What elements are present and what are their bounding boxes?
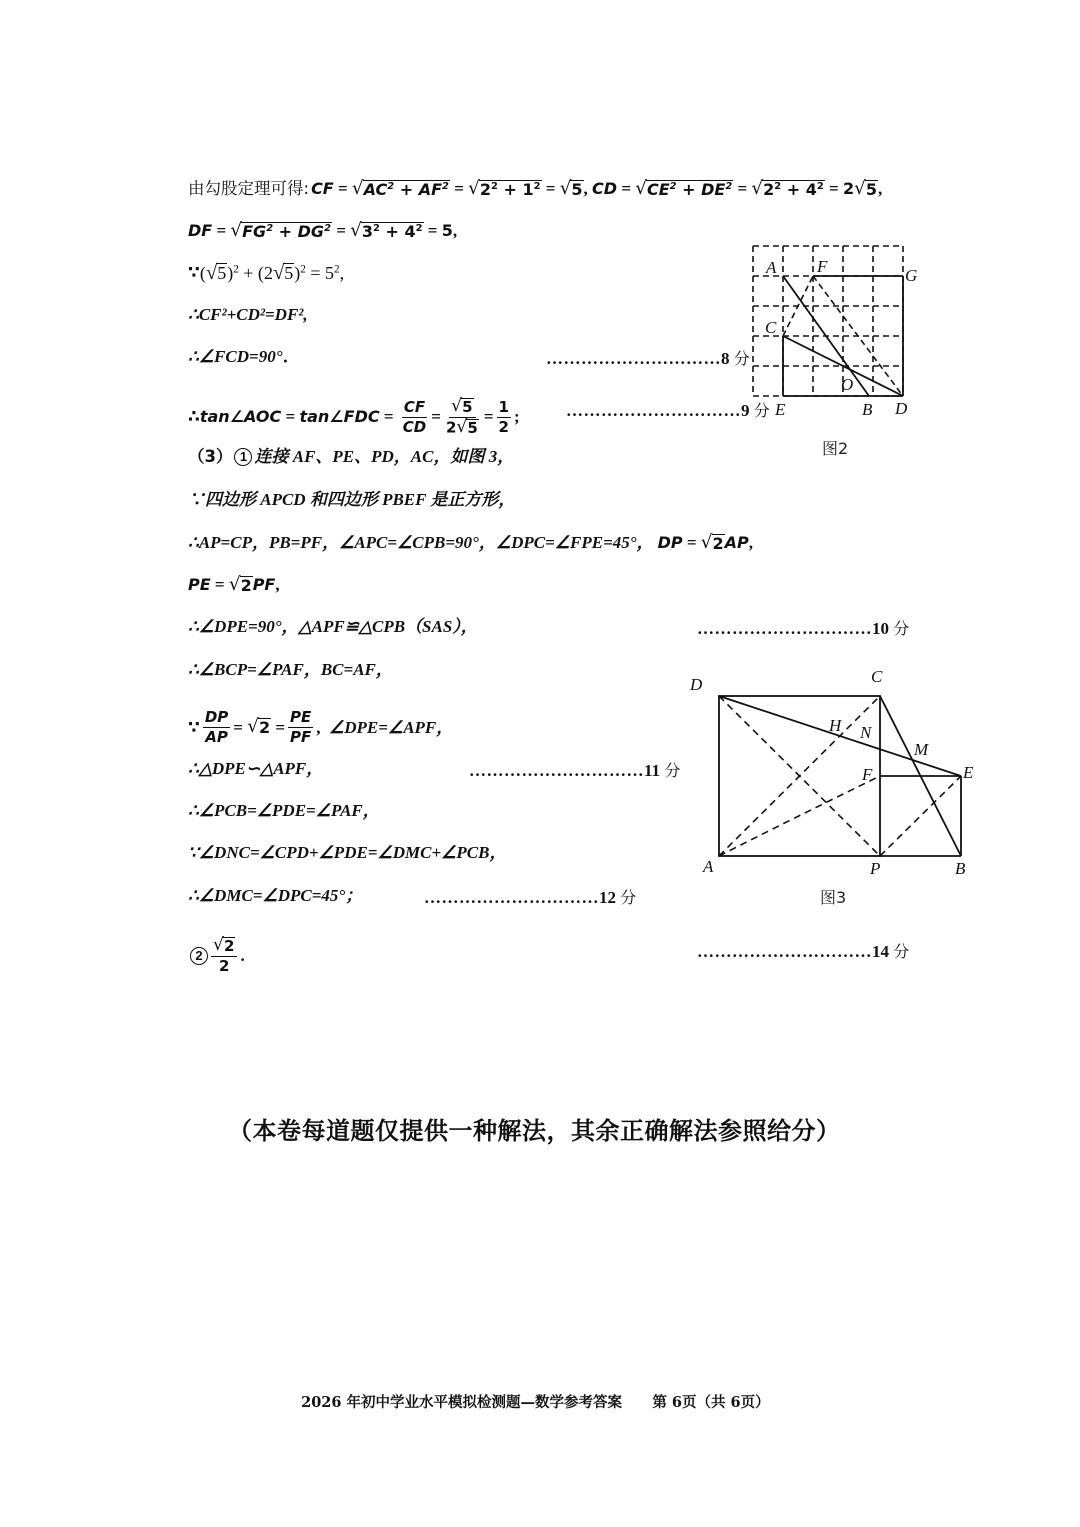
label-n: N: [860, 723, 872, 742]
fraction-cf-cd: [401, 399, 428, 436]
line-dnc: [188, 842, 506, 864]
num: 1: [522, 179, 534, 199]
fraction-sqrt5: √ 5 2 √ 5: [445, 396, 478, 437]
num: 2: [479, 179, 491, 199]
label-o: O: [841, 375, 854, 394]
line-tan-aoc: [188, 398, 520, 436]
leader-dots: …………………………: [697, 942, 872, 961]
figure-3-caption: 图3: [820, 888, 847, 907]
sqrt-ce-de: √ $CE^2 + DE^2$: [635, 177, 733, 199]
comma: ,: [748, 533, 753, 552]
equals: =: [541, 179, 560, 198]
part-label: （3）: [188, 447, 233, 466]
equals: =: [379, 407, 398, 426]
var-fg: FG: [242, 221, 267, 241]
cd-label: CD: [592, 179, 618, 198]
coef: 2: [842, 179, 855, 198]
line-prefix: 由勾股定理可得:: [188, 179, 310, 198]
statement: ∴∠DPE=90°，△APF≌△CPB（SAS），: [188, 617, 478, 636]
pf-label: PF: [252, 575, 276, 594]
expr: ( √ 5 )$^2$ + (2 √ 5 )$^2 = 5^2$,: [199, 262, 345, 284]
label-e: E: [963, 763, 974, 782]
var-af: AF: [418, 179, 443, 199]
equals: =: [733, 179, 752, 198]
statement: ∵∠DNC=∠CPD+∠PDE=∠DMC+∠PCB，: [188, 843, 507, 862]
score-value: 12: [599, 888, 616, 907]
num: 5: [571, 179, 583, 199]
sqrt-2: √ 2: [247, 716, 271, 738]
var-ac: AC: [363, 179, 388, 199]
semicolon: ;: [513, 407, 520, 426]
leader-dots: …………………………: [424, 888, 599, 907]
num: 4: [404, 221, 416, 241]
line-congruent: [188, 616, 478, 638]
sqrt-2: √ 2: [700, 531, 724, 553]
statement: ∴△DPE∽△APF，: [188, 759, 324, 778]
equals: =: [210, 575, 229, 594]
equals: =: [212, 221, 231, 240]
tan-aoc: tan∠AOC: [199, 407, 282, 426]
numerator: PE: [290, 708, 312, 726]
num: 5: [325, 263, 335, 283]
num: 5: [284, 262, 294, 283]
denominator: 2: [219, 956, 230, 975]
circled-number: 1: [234, 448, 252, 466]
equals: =: [233, 717, 248, 737]
var-ce: CE: [646, 179, 670, 199]
line-cf-cd-df: [188, 304, 308, 326]
line-pcb-pde: [188, 800, 380, 822]
figure-2-caption: 图2: [822, 439, 849, 458]
line-similar: [188, 758, 323, 780]
statement: ∴CF²+CD²=DF²,: [188, 305, 308, 324]
fraction-pe-pf: [288, 709, 313, 746]
line-pe-pf: [188, 574, 280, 596]
fraction-half: [497, 399, 511, 436]
sqrt-numbers-cd: √ $2^2 + 4^2$: [751, 177, 824, 199]
score-unit: 分: [620, 888, 637, 907]
figure-2: [740, 235, 930, 415]
line-angle-fcd: [188, 346, 300, 368]
tan-fdc: tan∠FDC: [299, 407, 380, 426]
label-h: H: [829, 716, 842, 735]
equals: =: [431, 407, 441, 426]
numerator: 2: [224, 937, 235, 955]
num: 2: [712, 533, 724, 553]
result: 5: [441, 221, 453, 240]
equals: =: [617, 179, 636, 198]
label-c: C: [871, 667, 883, 686]
score-unit: 分: [664, 761, 681, 780]
line-part3-connect: [188, 446, 514, 468]
label-f: F: [817, 257, 828, 276]
score-14: [697, 939, 909, 962]
var-dg: DG: [297, 221, 325, 241]
therefore-symbol: ∴: [188, 407, 200, 427]
equals: =: [271, 717, 286, 737]
num: 3: [361, 221, 374, 241]
numerator: DP: [204, 708, 229, 726]
page-number: 第 6页（共 6页）: [652, 1394, 770, 1411]
label-a: A: [766, 258, 777, 277]
score-value: 14: [872, 942, 889, 961]
score-unit: 分: [753, 401, 770, 420]
sqrt-result-cf: √ 5: [559, 177, 583, 199]
statement: ∵四边形 APCD 和四边形 PBEF 是正方形，: [188, 490, 516, 509]
label-e: E: [775, 400, 786, 415]
equals: =: [483, 407, 494, 426]
statement: ∠DPE=∠APF，: [329, 717, 454, 737]
score-value: 11: [644, 761, 661, 780]
statement: ∴∠BCP=∠PAF，BC=AF，: [188, 660, 393, 679]
pe-label: PE: [188, 575, 211, 594]
label-d: D: [690, 675, 703, 694]
equals: =: [281, 407, 300, 426]
sqrt-fg-dg: √ $FG^2 + DG^2$: [230, 219, 331, 241]
line-dmc: [188, 885, 362, 907]
fraction-sqrt2-over-2: √ 2 2: [211, 937, 237, 975]
line-bcp-paf: [188, 659, 393, 681]
sqrt-numbers-df: √ $3^2 + 4^2$: [350, 219, 423, 241]
comma: ,: [275, 575, 280, 594]
coef: 2: [445, 417, 457, 436]
label-a: A: [703, 857, 714, 876]
figure-3: [680, 660, 990, 880]
label-p: P: [870, 859, 881, 878]
leader-dots: …………………………: [566, 401, 741, 420]
score-value: 10: [872, 619, 889, 638]
statement: ∴∠FCD=90°．: [188, 347, 300, 366]
comma: ,: [452, 221, 458, 240]
label-m: M: [914, 740, 929, 759]
numerator: 1: [498, 397, 509, 416]
figure-2-diagram: [740, 235, 930, 415]
denominator: PF: [290, 728, 312, 746]
label-f: F: [862, 765, 873, 784]
leader-dots: …………………………: [469, 761, 644, 780]
score-12: [424, 885, 636, 908]
line-squares: [188, 489, 515, 511]
num: 2: [240, 575, 252, 595]
sqrt-2: √ 2: [228, 573, 252, 595]
num: 2: [763, 179, 775, 199]
var-de: DE: [701, 179, 726, 199]
equals: =: [824, 179, 843, 198]
num: 2: [258, 718, 271, 738]
score-8: [546, 346, 750, 369]
statement: 连接 AF、PE、PD，AC，如图 3，: [254, 447, 515, 466]
denominator: CD: [402, 417, 427, 436]
score-10: [697, 616, 909, 639]
closing-note: （本卷每道题仅提供一种解法，其余正确解法参照给分）: [228, 1117, 841, 1145]
dp-label: DP: [657, 533, 683, 552]
score-value: 9: [741, 401, 750, 420]
equals: =: [423, 221, 442, 240]
equals: =: [682, 533, 701, 552]
label-c: C: [765, 318, 777, 337]
fraction-dp-ap: [203, 709, 230, 746]
ap-label: AP: [724, 533, 749, 552]
equals: =: [449, 179, 469, 198]
sqrt-ac-af: √ $AC^2 + AF^2$: [351, 177, 449, 199]
coef: 2: [263, 263, 273, 283]
df-label: DF: [188, 221, 213, 240]
line-ratio: [188, 709, 453, 746]
num: 4: [805, 179, 817, 199]
denominator: 5: [467, 418, 478, 437]
label-g: G: [905, 266, 918, 285]
line-because-squares: [188, 262, 344, 284]
statement: ∴∠PCB=∠PDE=∠PAF，: [188, 801, 380, 820]
figure-3-diagram: [680, 660, 990, 880]
score-value: 8: [721, 349, 730, 368]
circled-number: 2: [190, 947, 208, 965]
statement: ∴∠DMC=∠DPC=45°；: [188, 886, 363, 905]
page-footer: [291, 1374, 770, 1412]
line-pythagoras-df: [188, 220, 457, 242]
equals: =: [333, 179, 352, 198]
because-symbol: ∵: [188, 263, 200, 283]
cf-label: CF: [311, 179, 334, 198]
statement: ∴AP=CP，PB=PF，∠APC=∠CPB=90°，∠DPC=∠FPE=45°，: [188, 533, 654, 552]
leader-dots: …………………………: [697, 619, 872, 638]
comma: ,: [877, 179, 883, 198]
denominator: 2: [498, 417, 509, 436]
score-unit: 分: [893, 619, 910, 638]
label-b: B: [955, 859, 966, 878]
denominator: AP: [205, 728, 228, 746]
comma: ,: [316, 717, 330, 737]
sqrt-numbers-cf: √ $2^2 + 1^2$: [468, 177, 541, 199]
line-pythagoras-cf-cd: [188, 178, 882, 200]
because-symbol: ∵: [188, 717, 200, 738]
leader-dots: …………………………: [546, 349, 721, 368]
score-unit: 分: [733, 349, 750, 368]
numerator: CF: [403, 397, 426, 416]
sqrt-result-cd: √ 5: [854, 177, 877, 199]
num: 5: [217, 262, 227, 283]
equals: =: [331, 221, 351, 240]
period: .: [240, 945, 245, 965]
line-part3-answer2: [188, 937, 245, 975]
score-11: [469, 758, 680, 781]
num: 5: [865, 179, 877, 199]
line-equalities: [188, 532, 753, 554]
footer-title: 2026 年初中学业水平模拟检测题—数学参考答案: [301, 1394, 623, 1411]
score-unit: 分: [893, 942, 910, 961]
label-d: D: [895, 399, 908, 415]
label-b: B: [862, 400, 873, 415]
numerator: 5: [462, 398, 473, 416]
comma: ,: [583, 179, 593, 198]
